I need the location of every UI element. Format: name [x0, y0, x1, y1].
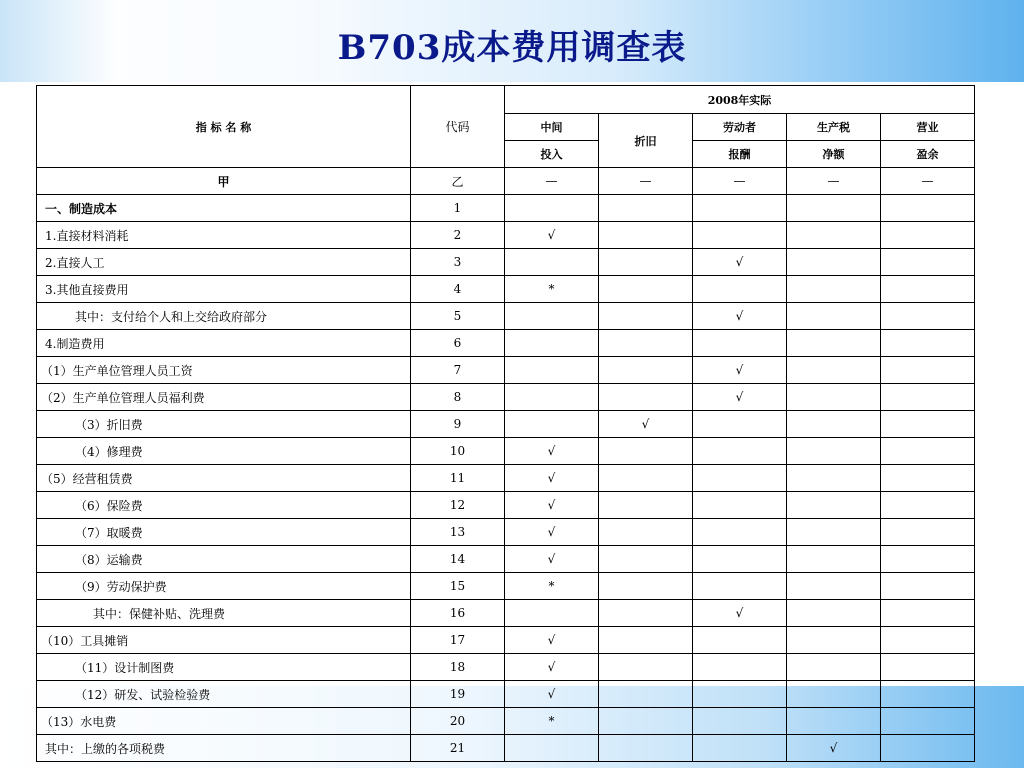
mark-cell: √ [693, 249, 787, 276]
row-code: 8 [411, 384, 505, 411]
mark-cell [881, 411, 975, 438]
mark-cell [787, 357, 881, 384]
table-row [37, 411, 975, 438]
mark-cell [787, 546, 881, 573]
mark-cell [787, 249, 881, 276]
mark-cell [787, 438, 881, 465]
row-name: （2）生产单位管理人员福利费 [37, 384, 411, 411]
mark-cell [881, 249, 975, 276]
row-code: 11 [411, 465, 505, 492]
mark-cell [881, 222, 975, 249]
table-row [37, 735, 975, 762]
mark-cell [599, 654, 693, 681]
mark-cell [881, 573, 975, 600]
mark-cell [599, 600, 693, 627]
header-name-col: 指 标 名 称 [37, 86, 411, 168]
mark-cell [881, 195, 975, 222]
row-name: （7）取暖费 [37, 519, 411, 546]
mark-cell [599, 627, 693, 654]
mark-cell [599, 357, 693, 384]
row-name: 2.直接人工 [37, 249, 411, 276]
row-code: 15 [411, 573, 505, 600]
mark-cell [599, 708, 693, 735]
table-row [37, 249, 975, 276]
row-name: 3.其他直接费用 [37, 276, 411, 303]
mark-cell [881, 546, 975, 573]
mark-cell [881, 492, 975, 519]
mark-cell [787, 330, 881, 357]
mark-cell: √ [505, 654, 599, 681]
row-name: （13）水电费 [37, 708, 411, 735]
mark-cell [693, 195, 787, 222]
mark-cell [881, 303, 975, 330]
row-name: （11）设计制图费 [37, 654, 411, 681]
mark-cell [787, 654, 881, 681]
row-name: （1）生产单位管理人员工资 [37, 357, 411, 384]
mark-cell [505, 600, 599, 627]
mark-cell [599, 249, 693, 276]
row-jia: 甲 [37, 168, 411, 195]
mark-cell [693, 438, 787, 465]
mark-cell: √ [599, 411, 693, 438]
mark-cell [881, 654, 975, 681]
mark-cell [693, 519, 787, 546]
table-row [37, 492, 975, 519]
mark-cell [787, 465, 881, 492]
cost-survey-table [36, 85, 975, 762]
mark-cell [693, 627, 787, 654]
mark-cell [881, 519, 975, 546]
mark-cell [787, 411, 881, 438]
row-code: 20 [411, 708, 505, 735]
mark-cell [599, 195, 693, 222]
mark-cell [881, 384, 975, 411]
mark-cell [505, 735, 599, 762]
dash-cell: — [505, 168, 599, 195]
mark-cell: √ [693, 600, 787, 627]
dash-cell: — [693, 168, 787, 195]
mark-cell [693, 492, 787, 519]
mark-cell [599, 465, 693, 492]
mark-cell: * [505, 276, 599, 303]
dash-cell: — [599, 168, 693, 195]
row-name: （9）劳动保护费 [37, 573, 411, 600]
mark-cell: √ [505, 438, 599, 465]
mark-cell [881, 735, 975, 762]
mark-cell [787, 303, 881, 330]
table-row [37, 357, 975, 384]
row-yi: 乙 [411, 168, 505, 195]
mark-cell [599, 492, 693, 519]
header-tax-l1: 生产税 [787, 114, 881, 141]
row-name: 4.制造费用 [37, 330, 411, 357]
table-row [37, 222, 975, 249]
mark-cell [599, 222, 693, 249]
mark-cell: √ [693, 384, 787, 411]
mark-cell: √ [505, 681, 599, 708]
table-row [37, 384, 975, 411]
mark-cell [881, 465, 975, 492]
mark-cell [693, 735, 787, 762]
row-code: 21 [411, 735, 505, 762]
mark-cell [599, 276, 693, 303]
table-row [37, 276, 975, 303]
mark-cell [505, 195, 599, 222]
row-code: 3 [411, 249, 505, 276]
table-row [37, 681, 975, 708]
table-row [37, 708, 975, 735]
row-code: 18 [411, 654, 505, 681]
row-code: 6 [411, 330, 505, 357]
row-code: 7 [411, 357, 505, 384]
mark-cell [599, 735, 693, 762]
mark-cell [505, 384, 599, 411]
row-code: 4 [411, 276, 505, 303]
mark-cell [693, 681, 787, 708]
mark-cell [881, 276, 975, 303]
mark-cell [881, 681, 975, 708]
mark-cell [599, 303, 693, 330]
mark-cell [787, 627, 881, 654]
row-name: 其中：保健补贴、洗理费 [37, 600, 411, 627]
mark-cell [693, 708, 787, 735]
row-code: 2 [411, 222, 505, 249]
mark-cell [505, 330, 599, 357]
table-row [37, 465, 975, 492]
mark-cell: √ [505, 546, 599, 573]
mark-cell [787, 519, 881, 546]
mark-cell [599, 573, 693, 600]
mark-cell [693, 330, 787, 357]
row-name: （3）折旧费 [37, 411, 411, 438]
row-name: （8）运输费 [37, 546, 411, 573]
table-row [37, 654, 975, 681]
mark-cell: √ [505, 627, 599, 654]
row-name: （6）保险费 [37, 492, 411, 519]
mark-cell: √ [787, 735, 881, 762]
row-code: 10 [411, 438, 505, 465]
header-intermediate-input-l2: 投入 [505, 141, 599, 168]
row-code: 16 [411, 600, 505, 627]
mark-cell [881, 357, 975, 384]
row-code: 13 [411, 519, 505, 546]
mark-cell [787, 222, 881, 249]
row-name: 其中：上缴的各项税费 [37, 735, 411, 762]
table-row [37, 573, 975, 600]
mark-cell [505, 411, 599, 438]
header-surplus-l2: 盈余 [881, 141, 975, 168]
mark-cell: √ [505, 519, 599, 546]
table-row [37, 330, 975, 357]
mark-cell [787, 384, 881, 411]
mark-cell [599, 681, 693, 708]
mark-cell: * [505, 573, 599, 600]
row-code: 1 [411, 195, 505, 222]
mark-cell [599, 330, 693, 357]
mark-cell: √ [693, 303, 787, 330]
dash-cell: — [881, 168, 975, 195]
mark-cell [693, 411, 787, 438]
table-row [37, 519, 975, 546]
header-intermediate-input-l1: 中间 [505, 114, 599, 141]
mark-cell [693, 546, 787, 573]
mark-cell [881, 600, 975, 627]
row-name: 其中：支付给个人和上交给政府部分 [37, 303, 411, 330]
header-depreciation: 折旧 [599, 114, 693, 168]
header-labor-l2: 报酬 [693, 141, 787, 168]
mark-cell [881, 708, 975, 735]
row-code: 19 [411, 681, 505, 708]
row-name: 一、制造成本 [37, 195, 411, 222]
row-code: 12 [411, 492, 505, 519]
dash-cell: — [787, 168, 881, 195]
mark-cell [505, 357, 599, 384]
mark-cell: √ [505, 222, 599, 249]
table-row [37, 303, 975, 330]
table-row [37, 600, 975, 627]
mark-cell [693, 276, 787, 303]
mark-cell: √ [693, 357, 787, 384]
header-labor-l1: 劳动者 [693, 114, 787, 141]
mark-cell [599, 384, 693, 411]
row-name: （12）研发、试验检验费 [37, 681, 411, 708]
table-row [37, 546, 975, 573]
mark-cell [881, 627, 975, 654]
header-surplus-l1: 营业 [881, 114, 975, 141]
table-row [37, 627, 975, 654]
row-name: （10）工具摊销 [37, 627, 411, 654]
mark-cell [693, 465, 787, 492]
mark-cell [787, 492, 881, 519]
header-year-group: 2008年实际 [505, 86, 975, 114]
row-name: （5）经营租赁费 [37, 465, 411, 492]
mark-cell [693, 654, 787, 681]
mark-cell [787, 195, 881, 222]
page-title: B703成本费用调查表 [337, 28, 687, 68]
row-name: 1.直接材料消耗 [37, 222, 411, 249]
mark-cell [787, 600, 881, 627]
mark-cell [599, 519, 693, 546]
mark-cell [599, 438, 693, 465]
row-code: 17 [411, 627, 505, 654]
mark-cell [787, 573, 881, 600]
mark-cell [505, 303, 599, 330]
header-tax-l2: 净额 [787, 141, 881, 168]
table-row [37, 438, 975, 465]
mark-cell [787, 681, 881, 708]
row-code: 9 [411, 411, 505, 438]
mark-cell [881, 330, 975, 357]
mark-cell: √ [505, 465, 599, 492]
mark-cell [693, 222, 787, 249]
mark-cell: √ [505, 492, 599, 519]
mark-cell [505, 249, 599, 276]
mark-cell: * [505, 708, 599, 735]
mark-cell [881, 438, 975, 465]
row-code: 14 [411, 546, 505, 573]
row-name: （4）修理费 [37, 438, 411, 465]
mark-cell [599, 546, 693, 573]
row-code: 5 [411, 303, 505, 330]
mark-cell [693, 573, 787, 600]
table-row [37, 195, 975, 222]
mark-cell [787, 708, 881, 735]
header-code-col: 代码 [411, 86, 505, 168]
mark-cell [787, 276, 881, 303]
